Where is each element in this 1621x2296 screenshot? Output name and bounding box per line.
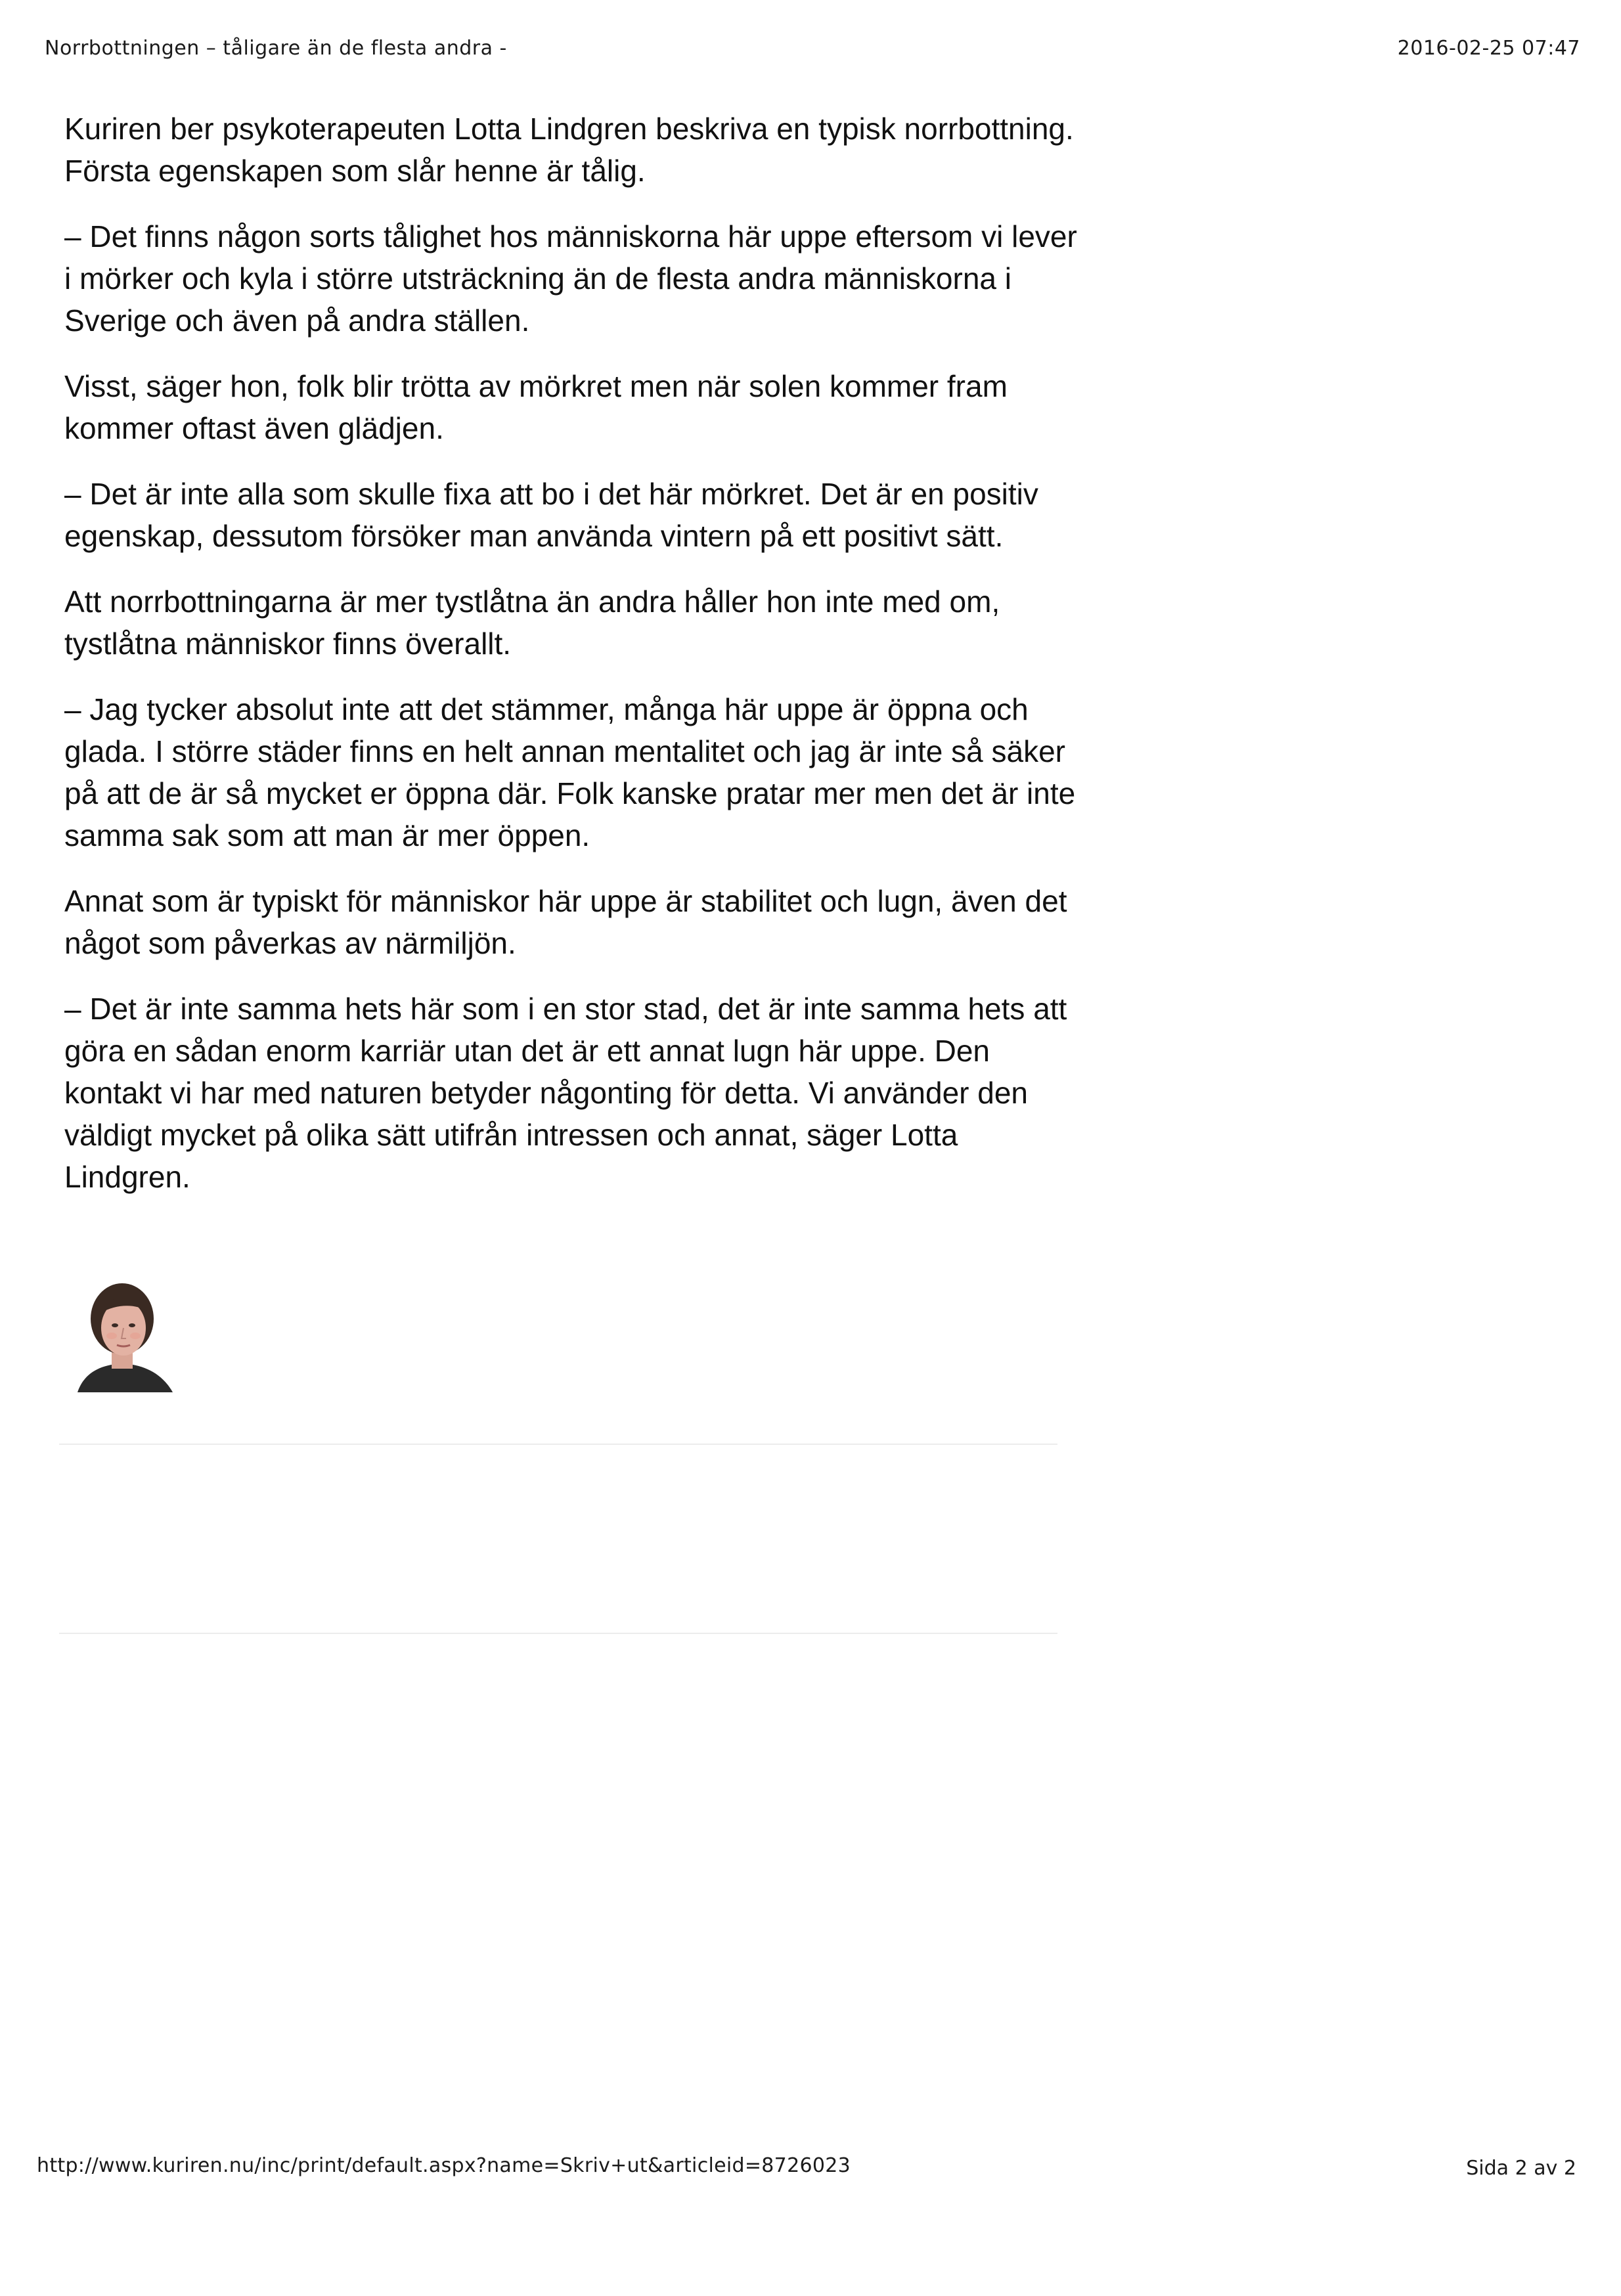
article-paragraph: Kuriren ber psykoterapeuten Lotta Lindgren beskriva en typisk norrbottning. Första egenskapen som slår henne är tålig.	[64, 112, 1074, 188]
print-footer-page-number: Sida 2 av 2	[1466, 2157, 1576, 2180]
print-header-title: Norrbottningen – tåligare än de flesta andra -	[45, 37, 507, 60]
divider	[59, 1633, 1057, 1634]
article-body	[64, 108, 1089, 1222]
article-paragraph: Visst, säger hon, folk blir trötta av mörkret men när solen kommer fram kommer oftast även glädjen.	[64, 369, 1008, 445]
article-paragraph: – Jag tycker absolut inte att det stämmer, många här uppe är öppna och glada. I större städer finns en helt annan mentalitet och jag är inte så säker på att de är så mycket er öppna där. Folk kanske pratar mer men det är inte samma sak som att man är mer öppen.	[64, 692, 1076, 852]
article-paragraph: Annat som är typiskt för människor här uppe är stabilitet och lugn, även det något som påverkas av närmiljön.	[64, 884, 1067, 960]
article-paragraph: Att norrbottningarna är mer tystlåtna än andra håller hon inte med om, tystlåtna människor finns överallt.	[64, 585, 1000, 661]
print-header-datetime: 2016-02-25 07:47	[1397, 37, 1580, 60]
article-paragraph: – Det är inte alla som skulle fixa att bo i det här mörkret. Det är en positiv egenskap, dessutom försöker man använda vintern på ett positivt sätt.	[64, 477, 1038, 553]
article-paragraph: – Det är inte samma hets här som i en stor stad, det är inte samma hets att göra en sådan enorm karriär utan det är ett annat lugn här uppe. Den kontakt vi har med naturen betyder någonting för detta. Vi använder den väldigt mycket på olika sätt utifrån intressen och annat, säger Lotta Lindgren.	[64, 992, 1067, 1194]
author-photo	[71, 1281, 176, 1392]
article-paragraph: – Det finns någon sorts tålighet hos människorna här uppe eftersom vi lever i mörker och kyla i större utsträckning än de flesta andra människorna i Sverige och även på andra ställen.	[64, 219, 1077, 338]
divider	[59, 1444, 1057, 1445]
print-footer-url: http://www.kuriren.nu/inc/print/default.aspx?name=Skriv+ut&articleid=8726023	[37, 2154, 851, 2177]
